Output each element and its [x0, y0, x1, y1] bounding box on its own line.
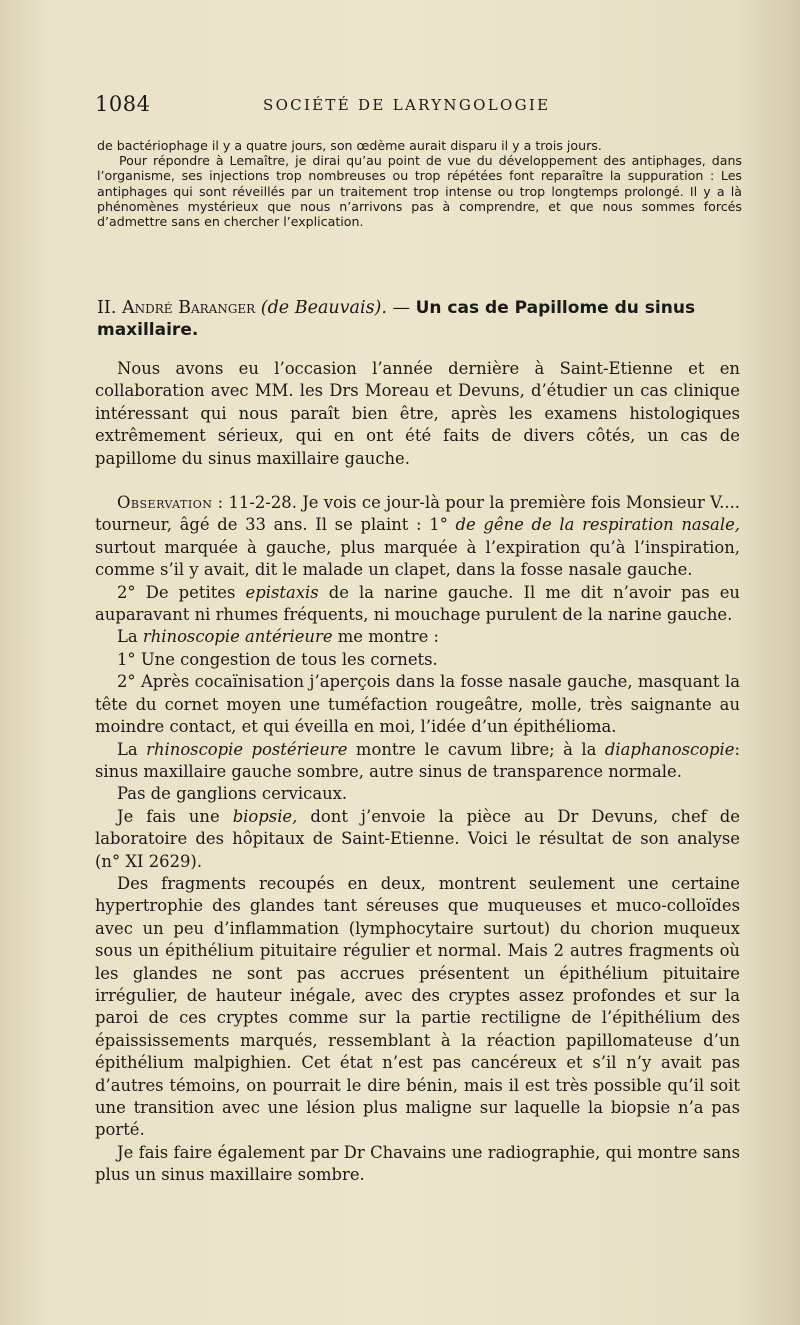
article-number: II.	[97, 298, 117, 318]
article-author: André Baranger	[121, 298, 256, 318]
radiography-paragraph: Je fais faire également par Dr Chavains une radiographie, qui montre sans plus un sinus maxillaire sombre.	[95, 1142, 740, 1185]
discussion-paragraph-2: Pour répondre à Lemaître, je dirai qu’au point de vue du développement des antiphages, dans l’organisme, ses injections trop nombreuses ou trop répétées font reparaître la suppuration : Les antiphages qui sont réveillés par un traitement trop intense ou trop longtemps prolongé. Il y a là phénomènes mystérieux que nous n’arrivons pas à comprendre, et que nous sommes forcés d’admettre sans en chercher l’explication.	[97, 153, 742, 230]
epistaxis-paragraph: 2° De petites epistaxis de la narine gauche. Il me dit n’avoir pas eu auparavant ni rhumes fréquents, ni mouchage purulent de la narine gauche.	[95, 582, 740, 625]
observation-label: Observation	[117, 493, 213, 513]
page-header	[95, 92, 745, 122]
heading-dash: —	[392, 298, 411, 318]
article-body	[95, 358, 740, 1187]
page-number: 1084	[95, 92, 151, 116]
biopsy-paragraph: Je fais une biopsie, dont j’envoie la pièce au Dr Devuns, chef de laboratoire des hôpitaux de Saint-Etienne. Voici le résultat de son analyse (n° XI 2629).	[95, 806, 740, 871]
discussion-paragraph-1: de bactériophage il y a quatre jours, son œdème aurait disparu il y a trois jours.	[97, 138, 602, 153]
discussion-text	[97, 138, 742, 229]
running-head: SOCIÉTÉ DE LARYNGOLOGIE	[263, 96, 551, 114]
finding-item-1: 1° Une congestion de tous les cornets.	[117, 649, 438, 669]
rhinoscopy-posterior-paragraph: La rhinoscopie postérieure montre le cavum libre; à la diaphanoscopie: sinus maxillaire gauche sombre, autre sinus de transparence normale.	[95, 739, 741, 781]
observation-paragraph: Observation : 11-2-28. Je vois ce jour-là pour la première fois Monsieur V.... tourneur, âgé de 33 ans. Il se plaint : 1° de gêne de la respiration nasale, surtout marquée à gauche, plus marquée à l’expiration qu’à l’inspiration, comme s’il y avait, dit le malade un clapet, dans la fosse nasale gauche.	[95, 493, 740, 580]
article-heading	[97, 297, 742, 341]
article-location: (de Beauvais).	[260, 298, 387, 318]
ganglions-paragraph: Pas de ganglions cervicaux.	[117, 784, 348, 804]
article-title: Un cas de Papillome du sinus maxillaire.	[97, 298, 696, 340]
intro-paragraph: Nous avons eu l’occasion l’année dernière à Saint-Etienne et en collaboration avec MM. les Drs Moreau et Devuns, d’étudier un cas clinique intéressant qui nous paraît bien être, après les examens histologiques extrêmement sérieux, qui en ont été faits de divers côtés, un cas de papillome du sinus maxillaire gauche.	[95, 359, 740, 468]
fragments-paragraph: Des fragments recoupés en deux, montrent seulement une certaine hypertrophie des glandes tant séreuses que muqueuses et muco-colloïdes avec un peu d’inflammation (lymphocytaire surtout) du chorion muqueux sous un épithélium pituitaire régulier et normal. Mais 2 autres fragments où les glandes ne sont pas accrues présentent un épithélium pituitaire irrégulier, de hauteur inégale, avec des cryptes assez profondes et sur la paroi de ces cryptes comme sur la partie rectiligne de l’épithélium des épaississements marqués, ressemblant à la réaction papillomateuse d’un épithélium malpighien. Cet état n’est pas cancéreux et s’il n’y avait pas d’autres témoins, on pourrait le dire bénin, mais il est très possible qu’il soit une transition avec une lésion plus maligne sur laquelle la biopsie n’a pas porté.	[95, 873, 740, 1140]
finding-item-2: 2° Après cocaïnisation j’aperçois dans la fosse nasale gauche, masquant la tête du cornet moyen une tuméfaction rougeâtre, molle, très saignante au moindre contact, et qui éveilla en moi, l’idée d’un épithélioma.	[95, 672, 740, 737]
rhinoscopy-anterior-paragraph: La rhinoscopie antérieure me montre :	[117, 627, 440, 647]
